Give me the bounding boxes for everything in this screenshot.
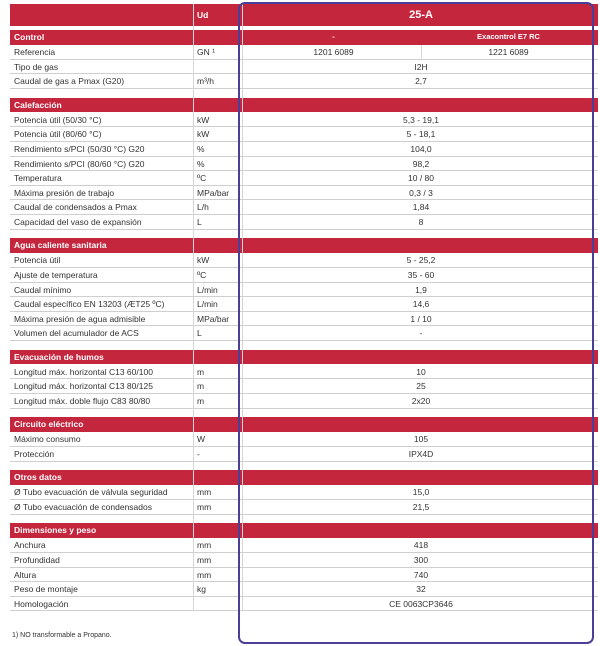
row-value: 1 / 10: [410, 313, 432, 324]
row-value: 105: [413, 434, 429, 445]
table-row: [10, 60, 598, 75]
row-unit: %: [197, 144, 205, 154]
row-unit: -: [197, 449, 200, 459]
column-divider-value: [242, 4, 243, 611]
row-label: Referencia: [14, 47, 56, 58]
row-value: 25: [416, 381, 426, 392]
table-row: [10, 485, 598, 500]
row-unit: [197, 597, 239, 611]
row-unit: %: [197, 158, 205, 169]
table-row: [10, 312, 598, 327]
row-value: 21,5: [412, 502, 430, 512]
table-row: [10, 597, 598, 612]
row-label: Rendimiento s/PCI (80/60 °C) G20: [14, 158, 145, 169]
row-label: Máxima presión de agua admisible: [14, 313, 146, 324]
table-row: [10, 447, 598, 462]
row-unit: kg: [197, 584, 206, 595]
row-value: 5 - 18,1: [406, 129, 436, 140]
section-header-row: [10, 417, 598, 432]
section-title: Agua caliente sanitaria: [14, 240, 107, 251]
row-unit: MPa/bar: [197, 187, 230, 198]
row-value: 300: [413, 555, 429, 565]
table-row: [10, 500, 598, 515]
row-unit: L: [197, 217, 202, 227]
row-unit: mm: [197, 540, 212, 551]
row-value: 15,0: [412, 487, 430, 498]
row-label: Longitud máx. horizontal C13 60/100: [14, 366, 153, 377]
row-label: Ø Tubo evacuación de condensados: [14, 502, 152, 512]
row-unit: m³/h: [197, 76, 214, 87]
row-unit: kW: [197, 114, 210, 125]
table-row: [10, 171, 598, 186]
table-row: [10, 127, 598, 142]
section-header-row: [10, 350, 598, 365]
split-divider: [421, 45, 422, 59]
table-row: [10, 45, 598, 60]
table-row: [10, 432, 598, 447]
table-row: [10, 394, 598, 409]
row-unit: L/h: [197, 202, 209, 213]
row-label: Tipo de gas: [14, 61, 59, 72]
table-row: [10, 113, 598, 128]
row-value: 1,84: [412, 202, 430, 213]
column-divider-unit: [193, 4, 194, 611]
subheader-exacontrol: Exacontrol E7 RC: [477, 32, 540, 41]
row-value: IPX4D: [408, 449, 434, 459]
row-label: Longitud máx. horizontal C13 80/125: [14, 381, 153, 392]
table-row: [10, 365, 598, 380]
row-label: Potencia útil: [14, 255, 61, 266]
row-label: Rendimiento s/PCI (50/30 °C) G20: [14, 144, 145, 154]
row-unit: mm: [197, 555, 212, 565]
table-row: [10, 297, 598, 312]
row-label: Anchura: [14, 540, 46, 551]
row-unit: L: [197, 328, 202, 339]
section-title: Control: [14, 32, 45, 42]
row-value: -: [419, 328, 423, 339]
row-unit: L/min: [197, 284, 218, 295]
table-row: [10, 268, 598, 283]
section-header-row: [10, 470, 598, 485]
row-value: 8: [418, 217, 424, 227]
row-value: 10 / 80: [408, 173, 434, 184]
row-value: 1,9: [415, 284, 427, 295]
row-label: Ø Tubo evacuación de válvula seguridad: [14, 487, 168, 498]
row-value: 14,6: [412, 299, 430, 310]
row-label: Potencia útil (80/60 °C): [14, 129, 102, 140]
table-row: [10, 379, 598, 394]
row-label: Altura: [14, 569, 37, 580]
subheader-standard: -: [332, 32, 335, 41]
section-header-row: [10, 238, 598, 253]
row-value: 10: [416, 366, 426, 377]
unit-column-header: Ud: [197, 10, 209, 20]
table-row: [10, 186, 598, 201]
row-unit: mm: [197, 502, 212, 512]
row-unit: [197, 60, 239, 74]
row-label: Caudal de gas a Pmax (G20): [14, 76, 125, 87]
row-label: Profundidad: [14, 555, 60, 565]
row-label: Máxima presión de trabajo: [14, 187, 115, 198]
row-unit: W: [197, 434, 206, 445]
row-value: I2H: [414, 61, 428, 72]
row-value: 98,2: [412, 158, 430, 169]
section-title: Evacuación de humos: [14, 351, 104, 362]
row-unit: ºC: [197, 270, 207, 280]
row-label: Volumen del acumulador de ACS: [14, 328, 139, 339]
row-label: Ajuste de temperatura: [14, 270, 98, 280]
row-value: 740: [413, 569, 429, 580]
row-value: 32: [416, 584, 426, 595]
table-row: [10, 283, 598, 298]
row-unit: mm: [197, 569, 212, 580]
row-value: 2x20: [411, 396, 431, 406]
row-unit: L/min: [197, 299, 218, 310]
row-value: 0,3 / 3: [409, 187, 433, 198]
table-row: [10, 157, 598, 172]
table-row: [10, 568, 598, 583]
row-label: Protección: [14, 449, 55, 459]
section-title: Dimensiones y peso: [14, 525, 97, 536]
section-title: Otros datos: [14, 472, 62, 483]
table-header-row: [10, 4, 598, 26]
table-row: [10, 553, 598, 568]
row-value-exacontrol: 1221 6089: [488, 47, 529, 58]
row-unit: kW: [197, 255, 210, 266]
row-label: Potencia útil (50/30 °C): [14, 114, 102, 125]
row-label: Caudal de condensados a Pmax: [14, 202, 137, 213]
row-value-standard: 1201 6089: [313, 47, 354, 58]
row-label: Caudal mínimo: [14, 284, 72, 295]
row-label: Máximo consumo: [14, 434, 81, 445]
row-unit: m: [197, 381, 205, 392]
row-unit: m: [197, 366, 205, 377]
row-label: Longitud máx. doble flujo C83 80/80: [14, 396, 151, 406]
table-row: [10, 538, 598, 553]
row-value: 104,0: [410, 144, 432, 154]
row-unit: MPa/bar: [197, 313, 230, 324]
row-unit: ºC: [197, 173, 207, 184]
model-column-header: 25-A: [409, 9, 433, 21]
row-value: 5,3 - 19,1: [403, 114, 439, 125]
section-header-row: [10, 98, 598, 113]
footnote: 1) NO transformable a Propano.: [12, 632, 112, 639]
section-header-row: [10, 523, 598, 538]
table-row: [10, 326, 598, 341]
row-label: Temperatura: [14, 173, 62, 184]
table-row: [10, 582, 598, 597]
table-row: [10, 253, 598, 268]
row-label: Peso de montaje: [14, 584, 78, 595]
row-label: Homologación: [14, 598, 69, 609]
row-value: 35 - 60: [407, 270, 435, 280]
section-header-row: [10, 30, 598, 45]
row-value: 5 - 25,2: [406, 255, 436, 266]
section-title: Calefacción: [14, 99, 62, 110]
row-unit: kW: [197, 129, 210, 140]
row-unit: GN ¹: [197, 47, 215, 58]
row-unit: mm: [197, 487, 212, 498]
row-value: 2,7: [415, 76, 427, 87]
table-row: [10, 200, 598, 215]
table-row: [10, 142, 598, 157]
row-label: Caudal específico EN 13203 (ÆT25 ºC): [14, 299, 165, 310]
row-value: CE 0063CP3646: [389, 598, 453, 609]
section-title: Circuito eléctrico: [14, 419, 84, 430]
table-row: [10, 74, 598, 89]
row-value: 418: [413, 540, 429, 551]
row-label: Capacidad del vaso de expansión: [14, 217, 142, 227]
table-row: [10, 215, 598, 230]
row-unit: m: [197, 396, 205, 406]
